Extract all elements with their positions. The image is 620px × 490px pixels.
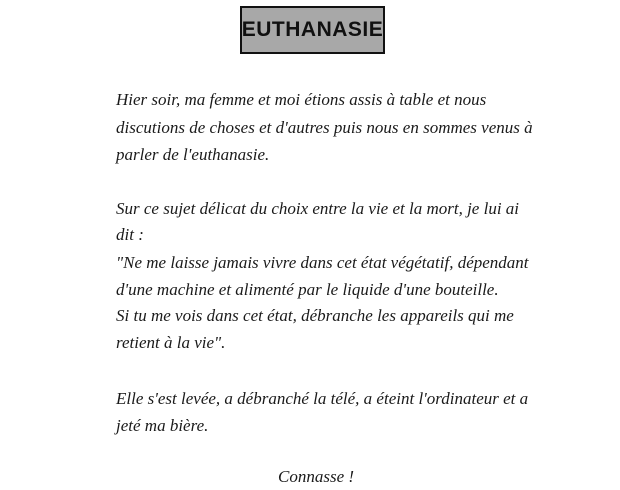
paragraph-1-line-3: parler de l'euthanasie. [116,145,270,164]
paragraph-2-line-5: Si tu me vois dans cet état, débranche les appareils qui me [116,306,514,325]
title-box [240,6,385,54]
paragraph-2-line-1: Sur ce sujet délicat du choix entre la vie et la mort, je lui ai [116,199,520,218]
paragraph-1-line-1: Hier soir, ma femme et moi étions assis à table et nous [116,90,487,109]
paragraph-3-line-2: jeté ma bière. [116,416,209,435]
paragraph-2-line-6: retient à la vie". [116,333,226,352]
paragraph-1-line-2: discutions de choses et d'autres puis nous en sommes venus à [116,118,533,137]
closing-text: Connasse ! [278,467,355,486]
paragraph-2-line-2: dit : [116,225,144,244]
paragraph-2-line-4: d'une machine et alimenté par le liquide d'une bouteille. [116,280,499,299]
page-title: EUTHANASIE [241,18,384,41]
paragraph-3-line-1: Elle s'est levée, a débranché la télé, a éteint l'ordinateur et a [116,389,529,408]
paragraph-2-line-3: "Ne me laisse jamais vivre dans cet état végétatif, dépendant [116,253,529,272]
